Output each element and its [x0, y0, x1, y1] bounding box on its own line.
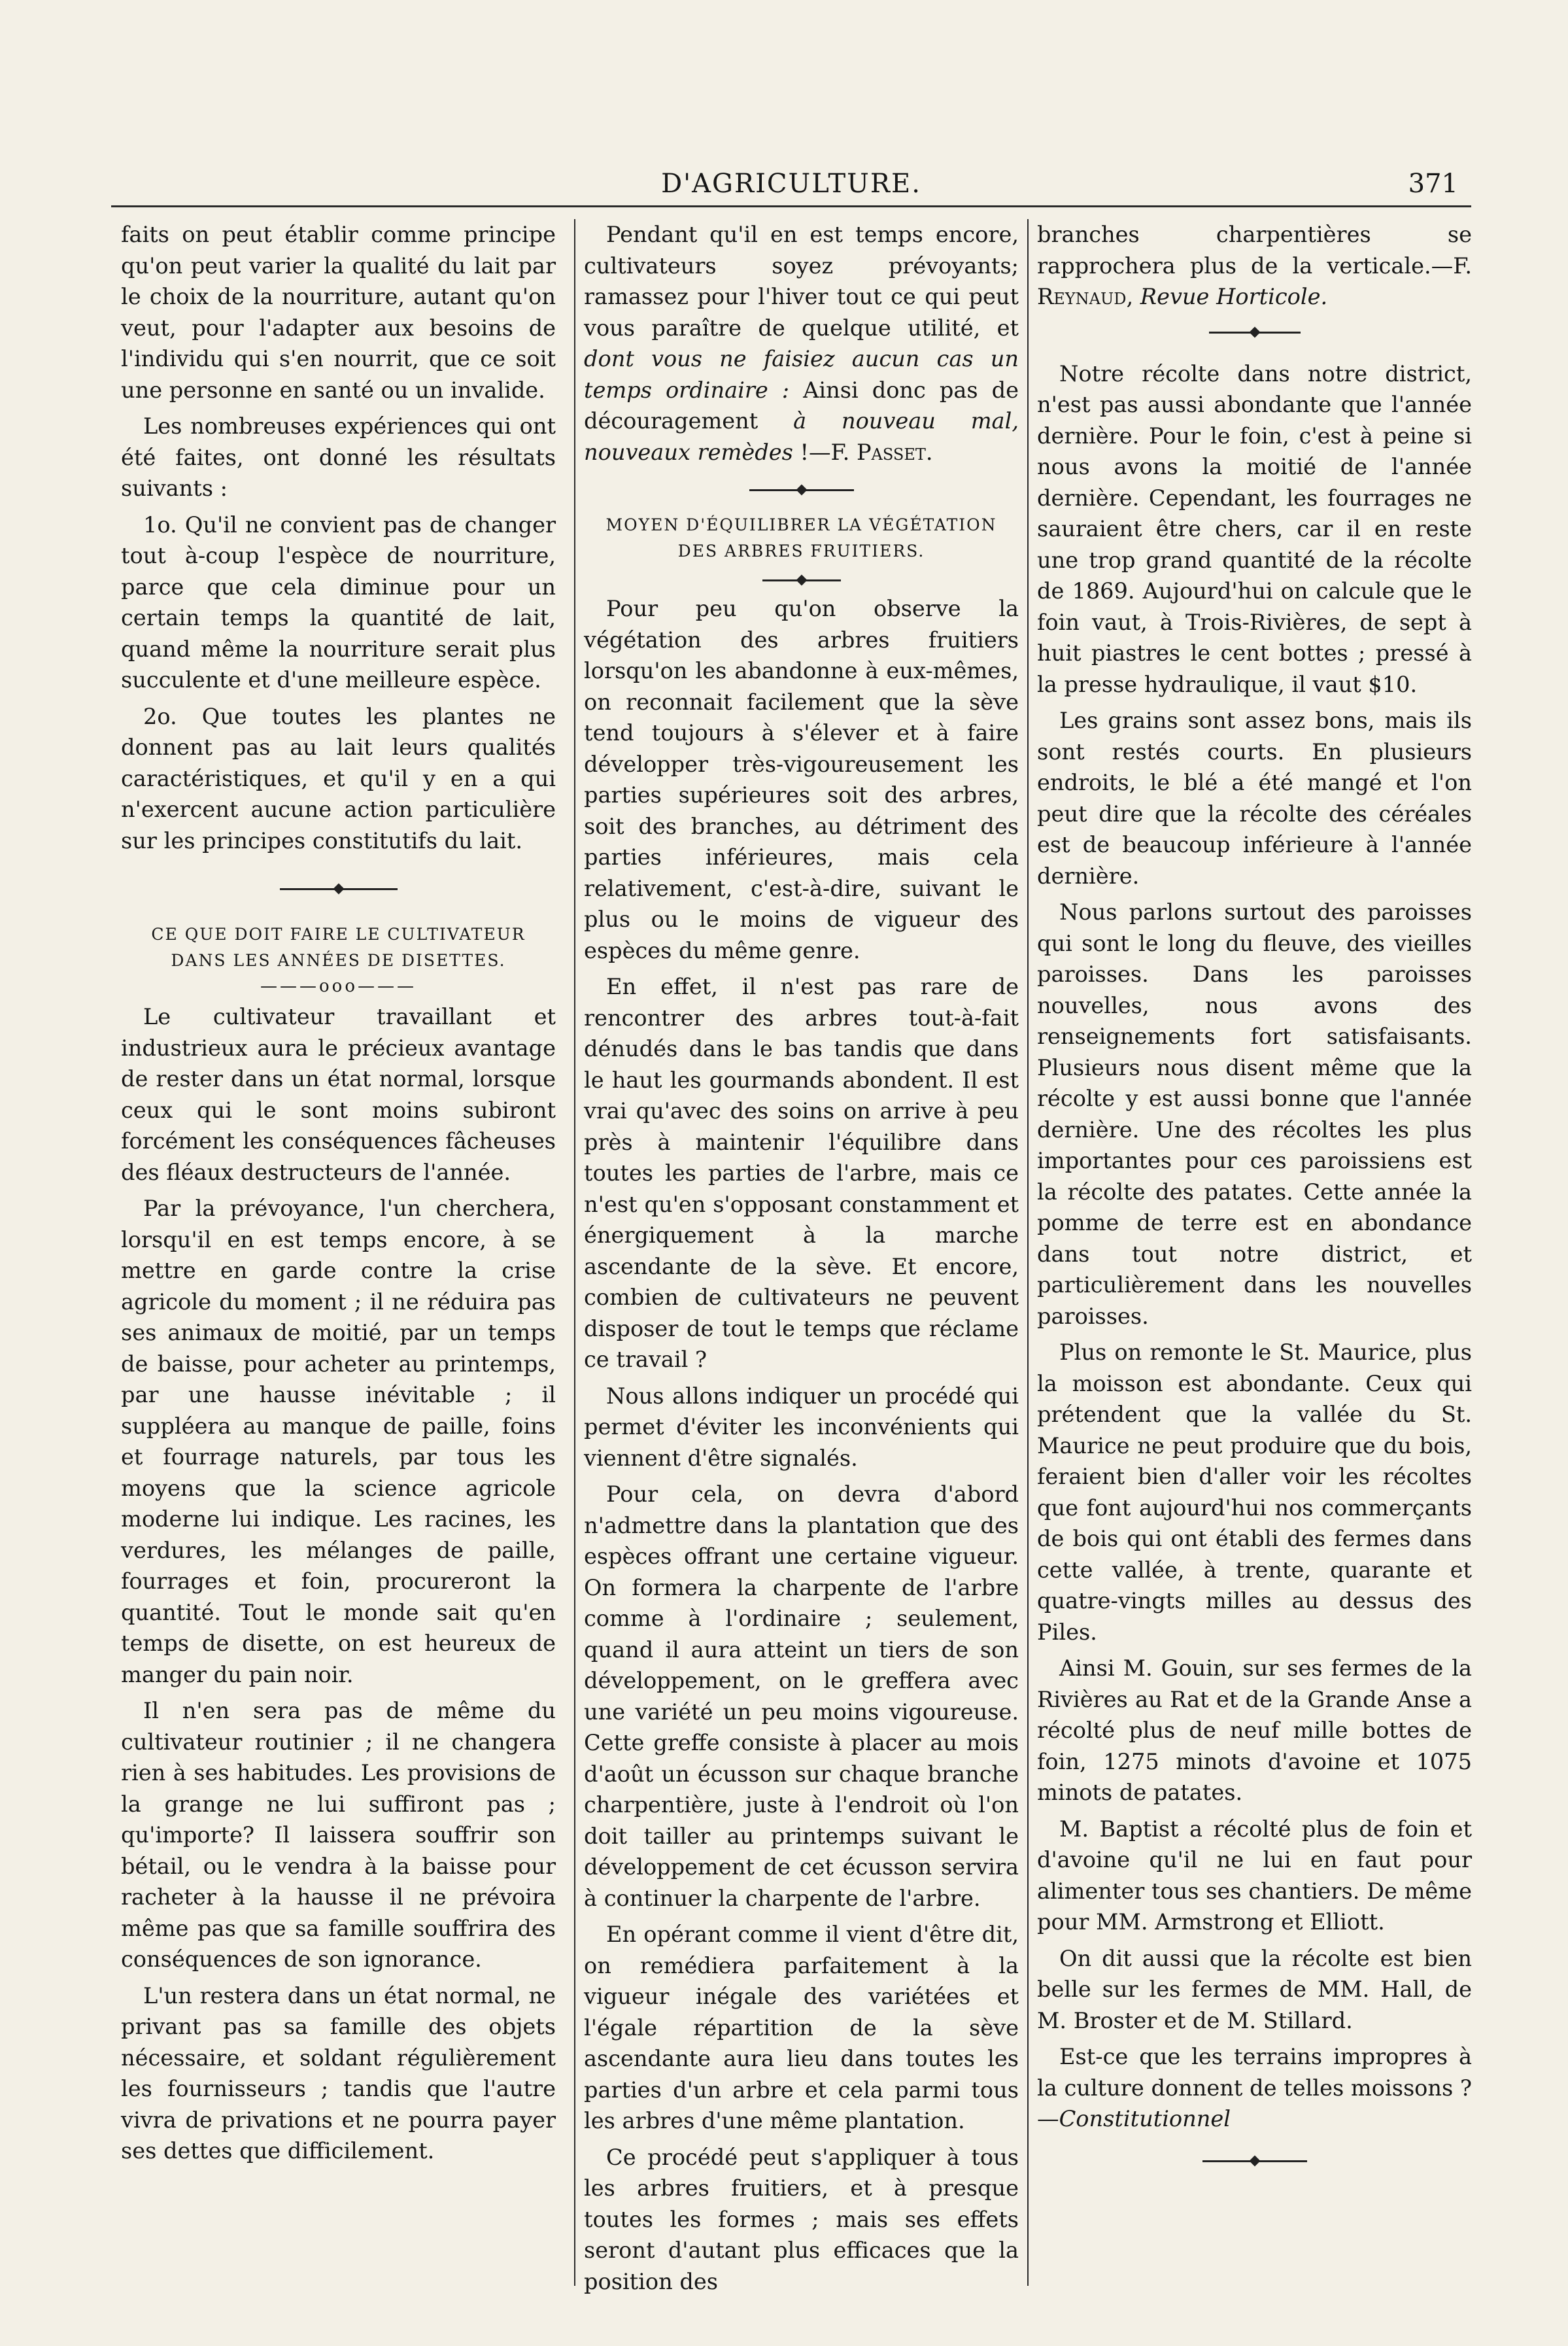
section-separator	[749, 483, 854, 496]
running-title: D'AGRICULTURE.	[661, 169, 921, 199]
page-number: 371	[1408, 169, 1458, 199]
section-separator	[762, 574, 841, 587]
paragraph: Pour cela, on devra d'abord n'admettre dans la plantation que des espèces offrant une certaine vigueur. On formera la charpente de l'arbre comme à l'ordinaire ; seulement, quand il aura atteint un tiers de son développement, on le greffera avec une variété un peu moins vigoureuse. Cette greffe consiste à placer au mois d'août un écusson sur chaque branche charpentière, juste à l'endroit où l'on doit tailler au printemps suivant le développement de cet écusson servira à continuer la charpente de l'arbre.	[584, 1481, 1019, 1911]
section-separator	[1209, 326, 1301, 339]
column-1	[121, 219, 556, 2172]
text-span: Ainsi donc pas de découragement	[584, 377, 1019, 434]
source-name: Constitutionnel	[1059, 2106, 1231, 2131]
paragraph: L'un restera dans un état normal, ne privant pas sa famille des objets nécessaire, et soldant régulièrement les fournisseurs ; tandis que l'autre vivra de privations et ne pourra payer ses dettes que difficilement.	[121, 1982, 556, 2164]
column-3	[1037, 219, 1472, 2177]
text-span: Est-ce que les terrains impropres à la culture donnent de telles moissons ?—	[1037, 2044, 1472, 2131]
author-name: Reynaud,	[1037, 284, 1134, 309]
paragraph: Le cultivateur travaillant et industrieux aura le précieux avantage de rester dans un état normal, lorsque ceux qui le sont moins subiront forcément les conséquences fâcheuses des fléaux destructeurs de l'année.	[121, 1004, 556, 1185]
paragraph: Ainsi M. Gouin, sur ses fermes de la Rivières au Rat et de la Grande Anse a récolté plus de neuf mille bottes de foin, 1275 minots d'avoine et 1075 minots de patates.	[1037, 1655, 1472, 1805]
paragraph: Nous parlons surtout des paroisses qui sont le long du fleuve, des vieilles paroisses. Dans les paroisses nouvelles, nous avons des renseignements fort satisfaisants. Plusieurs nous disent même que la récolte y est aussi bonne que l'année dernière. Une des récoltes les plus importantes pour ces paroissiens est la récolte des patates. Cette année la pomme de terre est en abondance dans tout notre district, et particulièrement dans les nouvelles paroisses.	[1037, 899, 1472, 1329]
source-name: Revue Horticole.	[1133, 284, 1328, 309]
paragraph: 2o. Que toutes les plantes ne donnent pas au lait leurs qualités caractéristiques, et qu'il y en a qui n'exercent aucune action particulière sur les principes constitutifs du lait.	[121, 703, 556, 854]
page-header	[111, 169, 1471, 207]
column-divider-1	[574, 219, 575, 2286]
text-span: branches charpentières se rapprochera plus de la verticale.—F.	[1037, 222, 1472, 279]
article-heading: CE QUE DOIT FAIRE LE CULTIVATEUR DANS LES ANNÉES DE DISETTES.	[151, 925, 526, 970]
paragraph: On dit aussi que la récolte est bien belle sur les fermes de MM. Hall, de M. Broster et de M. Stillard.	[1037, 1945, 1472, 2033]
paragraph: Plus on remonte le St. Maurice, plus la moisson est abondante. Ceux qui prétendent que la vallée du St. Maurice ne peut produire que du bois, feraient bien d'aller voir les récoltes que font aujourd'hui nos commerçants de bois qui ont établi des fermes dans cette vallée, à trente, quarante et quatre-vingts milles au dessus des Piles.	[1037, 1339, 1472, 1645]
paragraph	[584, 219, 1019, 468]
italic-text: à nouveau mal, nouveaux remèdes	[584, 408, 1019, 465]
paragraph: Par la prévoyance, l'un cherchera, lorsqu'il en est temps encore, à se mettre en garde contre la crise agricole du moment ; il ne réduira pas ses animaux de moitié, par un temps de baisse, pour acheter au printemps, par une hausse inévitable ; il suppléera au manque de paille, foins et fourrage naturels, par tous les moyens que la science agricole moderne lui indique. Les racines, les verdures, les mélanges de paille, fourrages et foin, procureront la quantité. Tout le monde sait qu'en temps de disette, on est heureux de manger du pain noir.	[121, 1196, 556, 1687]
paragraph: faits on peut établir comme principe qu'on peut varier la qualité du lait par le choix de la nourriture, autant qu'on veut, pour l'adapter aux besoins de l'individu qui s'en nourrit, que ce soit une personne en santé ou un invalide.	[121, 222, 556, 403]
section-separator	[1202, 2154, 1307, 2167]
column-divider-2	[1027, 219, 1029, 2286]
paragraph	[1037, 2041, 1472, 2135]
paragraph: En opérant comme il vient d'être dit, on remédiera parfaitement à la vigueur inégale des variétées et l'égale répartition de la sève ascendante aura lieu dans toutes les parties d'un arbre et cela parmi tous les arbres d'une même plantation.	[584, 1922, 1019, 2133]
author-name: Passet.	[856, 439, 933, 465]
section-separator	[280, 882, 398, 895]
italic-text: dont vous ne faisiez aucun cas un temps ordinaire :	[584, 346, 1019, 403]
article-heading: MOYEN D'ÉQUILIBRER LA VÉGÉTATION DES ARBRES FRUITIERS.	[605, 515, 997, 561]
paragraph: Ce procédé peut s'appliquer à tous les arbres fruitiers, et à presque toutes les formes ; mais ses effets seront d'autant plus efficaces que la position des	[584, 2144, 1019, 2294]
paragraph	[1037, 219, 1472, 313]
column-2	[584, 219, 1019, 2302]
paragraph: M. Baptist a récolté plus de foin et d'avoine qu'il ne lui en faut pour alimenter tous ses chantiers. De même pour MM. Armstrong et Elliott.	[1037, 1816, 1472, 1935]
paragraph: En effet, il n'est pas rare de rencontrer des arbres tout-à-fait dénudés dans le bas tandis que dans le haut les gourmands abondent. Il est vrai qu'avec des soins on arrive à peu près à maintenir l'équilibre dans toutes les parties de l'arbre, mais ce n'est qu'en s'opposant constamment et énergiquement à la marche ascendante de la sève. Et encore, combien de cultivateurs ne peuvent disposer de tout le temps que réclame ce travail ?	[584, 974, 1019, 1372]
paragraph: Les grains sont assez bons, mais ils sont restés courts. En plusieurs endroits, le blé a été mangé et l'on peut dire que la récolte des céréales est de beaucoup inférieure à l'année dernière.	[1037, 708, 1472, 889]
text-span: Pendant qu'il en est temps encore, cultivateurs soyez prévoyants; ramassez pour l'hiver tout ce qui peut vous paraître de quelque utilité, et	[584, 222, 1019, 341]
paragraph: Pour peu qu'on observe la végétation des arbres fruitiers lorsqu'on les abandonne à eux-mêmes, on reconnait facilement que la sève tend toujours à s'élever et à faire développer très-vigoureusement les parties supérieures soit des arbres, soit des branches, au détriment des parties inférieures, mais cela relativement, c'est-à-dire, suivant le plus ou le moins de vigueur des espèces du même genre.	[584, 596, 1019, 963]
paragraph: Notre récolte dans notre district, n'est pas aussi abondante que l'année dernière. Pour le foin, c'est à peine si nous avons la moitié de l'année dernière. Cependant, les fourrages ne sauraient être chers, car il en reste une trop grand quantité de la récolte de 1869. Aujourd'hui on calcule que le foin vaut, à Trois-Rivières, de sept à huit piastres le cent bottes ; pressé à la presse hydraulique, il vaut $10.	[1037, 360, 1472, 697]
paragraph: Nous allons indiquer un procédé qui permet d'éviter les inconvénients qui viennent d'être signalés.	[584, 1383, 1019, 1471]
ornament-divider: ———ooo———	[260, 976, 417, 996]
text-span: !—F.	[793, 439, 857, 465]
paragraph: 1o. Qu'il ne convient pas de changer tout à-coup l'espèce de nourriture, parce que cela diminue pour un certain temps la quantité de lait, quand même la nourriture serait plus succulente et d'une meilleure espèce.	[121, 511, 556, 693]
paragraph: Il n'en sera pas de même du cultivateur routinier ; il ne changera rien à ses habitudes. Les provisions de la grange ne lui suffiront pas ; qu'importe? Il laissera souffrir son bétail, ou le vendra à la baisse pour racheter à la hausse il ne prévoira même pas que sa famille souffrira des conséquences de son ignorance.	[121, 1698, 556, 1972]
paragraph: Les nombreuses expériences qui ont été faites, ont donné les résultats suivants :	[121, 413, 556, 501]
